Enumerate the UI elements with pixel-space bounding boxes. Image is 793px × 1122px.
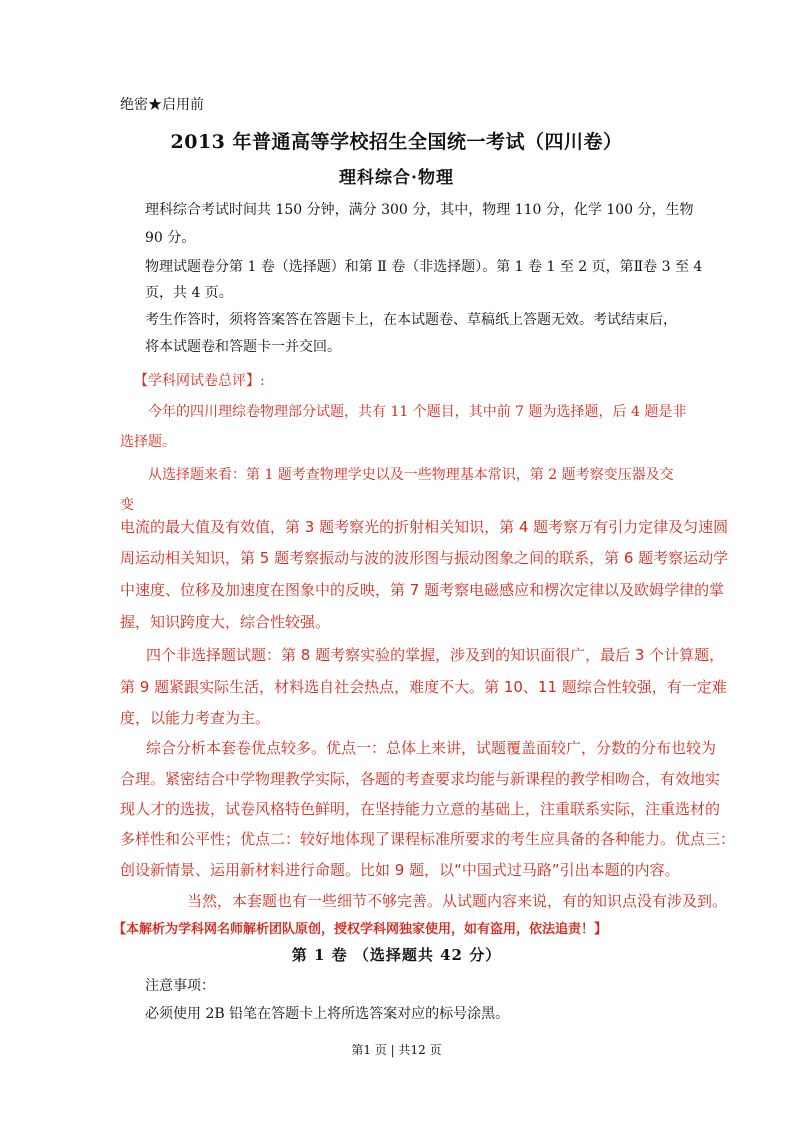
review-paragraph-line: 电流的最大值及有效值，第 3 题考察光的折射相关知识，第 4 题考察万有引力定律及匀速圆 [120,518,729,536]
review-paragraph-line: 现人才的选拔，试卷风格特色鲜明，在坚持能力立意的基础上，注重联系实际，注重选材的 [120,800,721,818]
review-paragraph-line: 合理。紧密结合中学物理教学实际，各题的考查要求均能与新课程的教学相吻合，有效地实 [120,770,721,788]
section-title: 第 1 卷 （选择题共 42 分） [291,946,502,964]
review-paragraph-line: 从选择题来看：第 1 题考查物理学史以及一些物理基本常识，第 2 题考察变压器及交 [148,467,674,483]
review-paragraph-line: 中速度、位移及加速度在图象中的反映，第 7 题考察电磁感应和楞次定律以及欧姆学律的掌 [120,581,725,599]
review-paragraph-line: 当然，本套题也有一些细节不够完善。从试题内容来说，有的知识点没有涉及到。 [187,892,728,910]
notes-heading: 注意事项： [145,978,215,994]
confidential-label: 绝密★启用前 [120,97,204,113]
exam-subtitle: 理科综合·物理 [339,168,454,188]
instruction-line: 90 分。 [145,230,196,246]
exam-title: 2013 年普通高等学校招生全国统一考试（四川卷） [170,131,623,153]
instruction-line: 理科综合考试时间共 150 分钟，满分 300 分，其中，物理 110 分，化学 100 分，生物 [145,202,694,218]
review-paragraph-line: 选择题。 [120,434,176,450]
review-paragraph-line: 握，知识跨度大，综合性较强。 [120,613,331,631]
review-paragraph-line: 综合分析本套卷优点较多。优点一：总体上来讲，试题覆盖面较广，分数的分布也较为 [146,739,717,757]
review-paragraph-line: 多样性和公平性；优点二：较好地体现了课程标准所要求的考生应具备的各种能力。优点三： [120,830,736,848]
review-paragraph-line: 第 9 题紧跟实际生活，材料选自社会热点，难度不大。第 10、11 题综合性较强，有一定难 [120,678,727,696]
review-paragraph-line: 四个非选择题试题：第 8 题考察实验的掌握，涉及到的知识面很广，最后 3 个计算题， [146,646,725,664]
review-heading: 【学科网试卷总评】: [134,373,265,389]
instruction-line: 物理试题卷分第 1 卷（选择题）和第 Ⅱ 卷（非选择题）。第 1 卷 1 至 2 页，第Ⅱ卷 3 至 4 [145,259,703,275]
copyright-notice: 【本解析为学科网名师解析团队原创，授权学科网独家使用，如有盗用，依法追责！】 [113,922,608,937]
page-footer: 第1 页 | 共12 页 [351,1043,442,1057]
notes-line: 必须使用 2B 铅笔在答题卡上将所选答案对应的标号涂黑。 [145,1006,510,1022]
instruction-line: 考生作答时，须将答案答在答题卡上，在本试题卷、草稿纸上答题无效。考试结束后， [145,312,677,328]
review-paragraph-line: 度，以能力考查为主。 [120,709,271,727]
instruction-line: 页，共 4 页。 [145,285,233,301]
review-paragraph-line: 今年的四川理综卷物理部分试题，共有 11 个题目，其中前 7 题为选择题，后 4 题是非 [148,404,687,420]
review-paragraph-line: 创设新情景、运用新材料进行命题。比如 9 题，以“中国式过马路”引出本题的内容。 [120,861,680,879]
instruction-line: 将本试题卷和答题卡一并交回。 [145,339,341,355]
review-paragraph-line: 变 [120,497,134,513]
review-paragraph-line: 周运动相关知识，第 5 题考察振动与波的波形图与振动图象之间的联系，第 6 题考察运动学 [120,549,729,567]
